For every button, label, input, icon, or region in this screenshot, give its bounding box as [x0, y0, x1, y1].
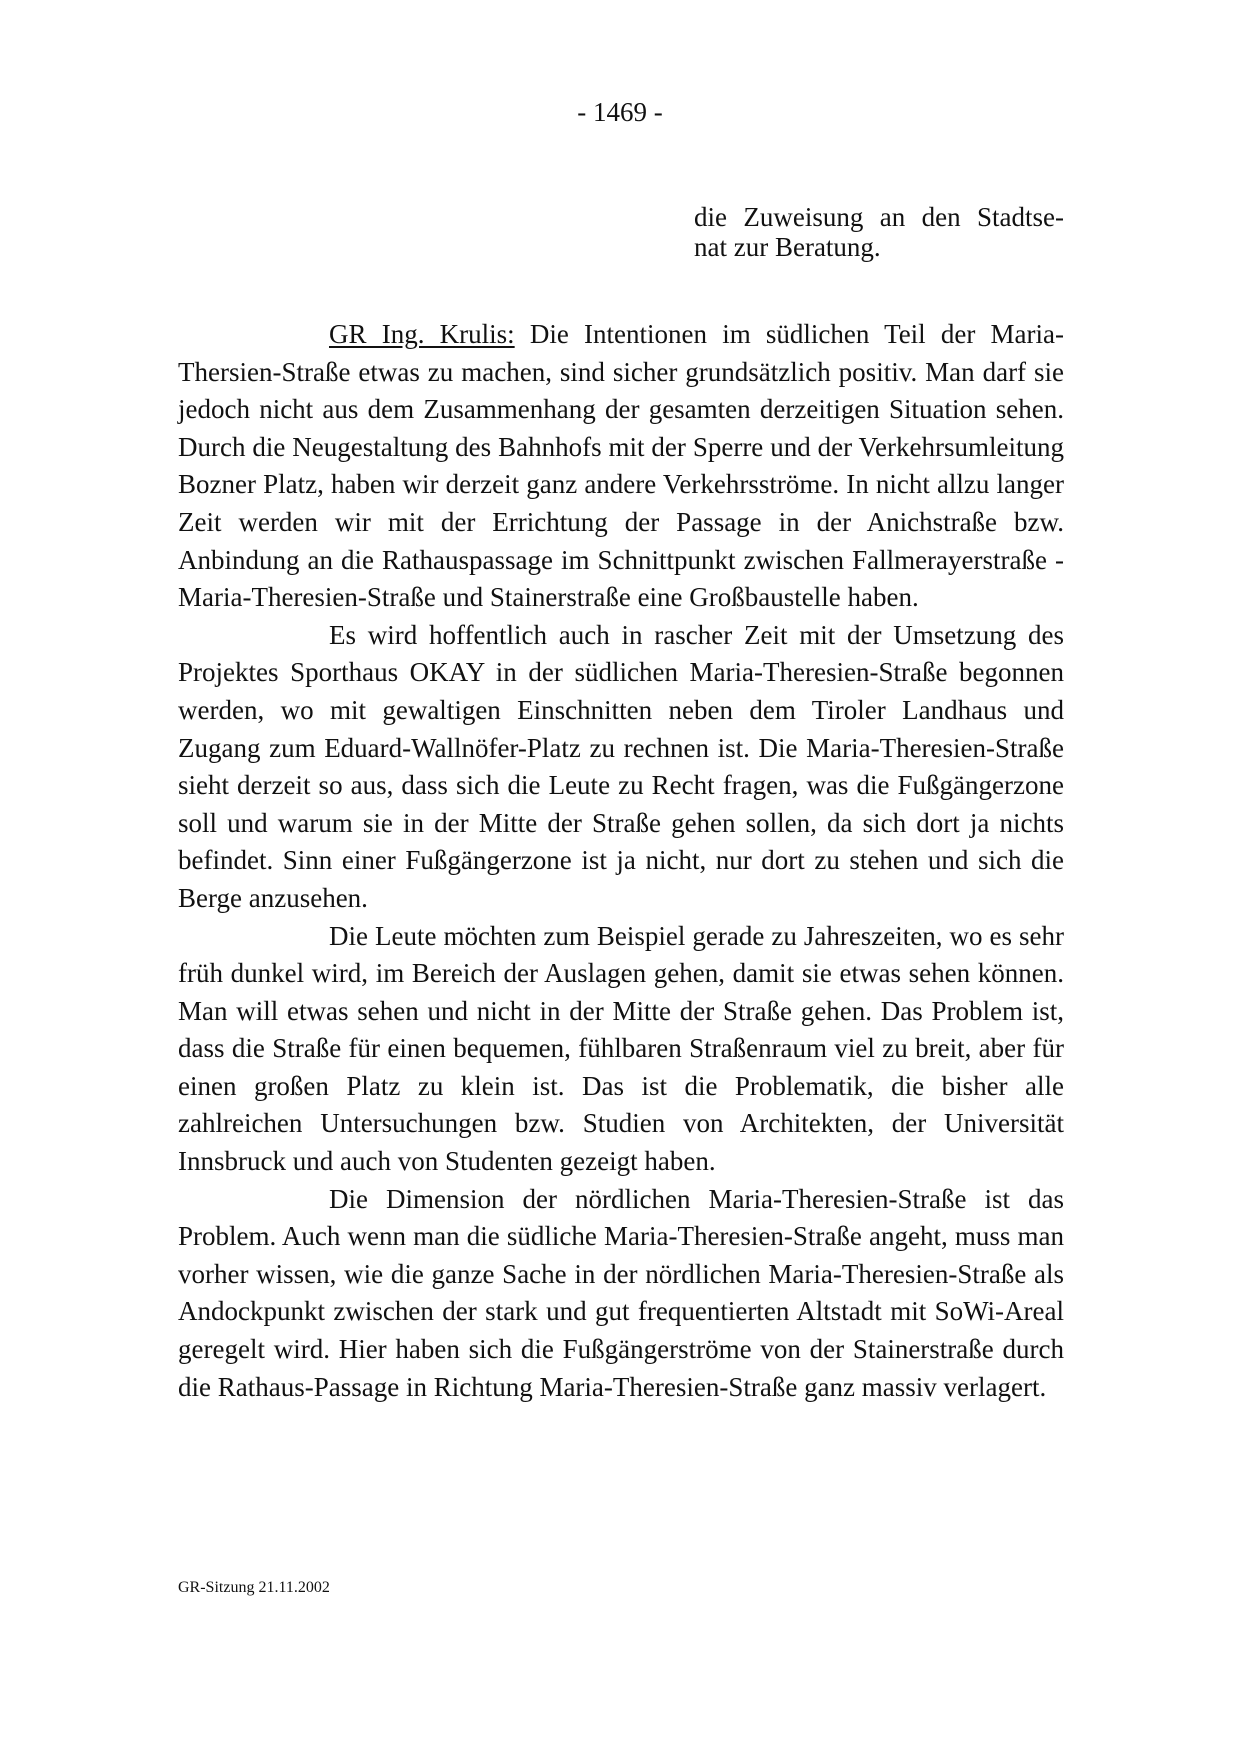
speech-paragraph-4: Die Dimension der nördlichen Maria-Theresien-Straße ist das Problem. Auch wenn man die südliche Maria-Theresien-Straße angeht, muss man vorher wissen, wie die ganze Sache in der nördlichen Maria-Theresien-Straße als Andockpunkt zwischen der stark und gut frequentierten Altstadt mit SoWi-Areal geregelt wird. Hier haben sich die Fußgängerströme von der Stainerstraße durch die Rathaus-Passage in Richtung Maria-Theresien-Straße ganz massiv verlagert.: [178, 1183, 1064, 1402]
speech-paragraph-2: Es wird hoffentlich auch in rascher Zeit mit der Umsetzung des Projektes Sporthaus OKAY in der südlichen Maria-Theresien-Straße begonnen werden, wo mit gewaltigen Einschnitten neben dem Tiroler Landhaus und Zugang zum Eduard-Wallnöfer-Platz zu rechnen ist. Die Maria-Theresien-Straße sieht derzeit so aus, dass sich die Leute zu Recht fragen, was die Fußgängerzone soll und warum sie in der Mitte der Straße gehen sollen, da sich dort ja nichts befindet. Sinn einer Fußgängerzone ist ja nicht, nur dort zu stehen und sich die Berge anzusehen.: [178, 619, 1064, 913]
page-number: - 1469 -: [577, 97, 663, 127]
closing-block: [694, 202, 1064, 262]
speech-paragraph-3: Die Leute möchten zum Beispiel gerade zu Jahreszeiten, wo es sehr früh dunkel wird, im Bereich der Auslagen gehen, damit sie etwas sehen können. Man will etwas sehen und nicht in der Mitte der Straße gehen. Das Problem ist, dass die Straße für einen bequemen, fühlbaren Straßenraum viel zu breit, aber für einen großen Platz zu klein ist. Das ist die Problematik, die bisher alle zahlreichen Untersuchungen bzw. Studien von Architekten, der Universität Innsbruck und auch von Studenten gezeigt haben.: [178, 920, 1064, 1177]
speech-paragraph-1: [178, 316, 1064, 617]
closing-line-1: die Zuweisung an den Stadtse-: [694, 202, 1064, 232]
speech-body: [178, 316, 1064, 1406]
speaker-name: GR Ing. Krulis:: [329, 319, 515, 349]
speech-paragraph-1-text: Die Intentionen im südlichen Teil der Maria-Thersien-Straße etwas zu machen, sind sicher grundsätzlich positiv. Man darf sie jedoch nicht aus dem Zusammenhang der gesamten derzeitigen Situation sehen. Durch die Neugestaltung des Bahnhofs mit der Sperre und der Verkehrsumleitung Bozner Platz, haben wir derzeit ganz andere Verkehrsströme. In nicht allzu langer Zeit werden wir mit der Errichtung der Passage in der Anichstraße bzw. Anbindung an die Rathauspassage im Schnittpunkt zwischen Fallmerayerstraße - Maria-Theresien-Straße und Stainerstraße eine Großbaustelle haben.: [178, 319, 1065, 613]
closing-line-2: nat zur Beratung.: [694, 232, 881, 262]
footer-session-date: GR-Sitzung 21.11.2002: [178, 1579, 330, 1596]
